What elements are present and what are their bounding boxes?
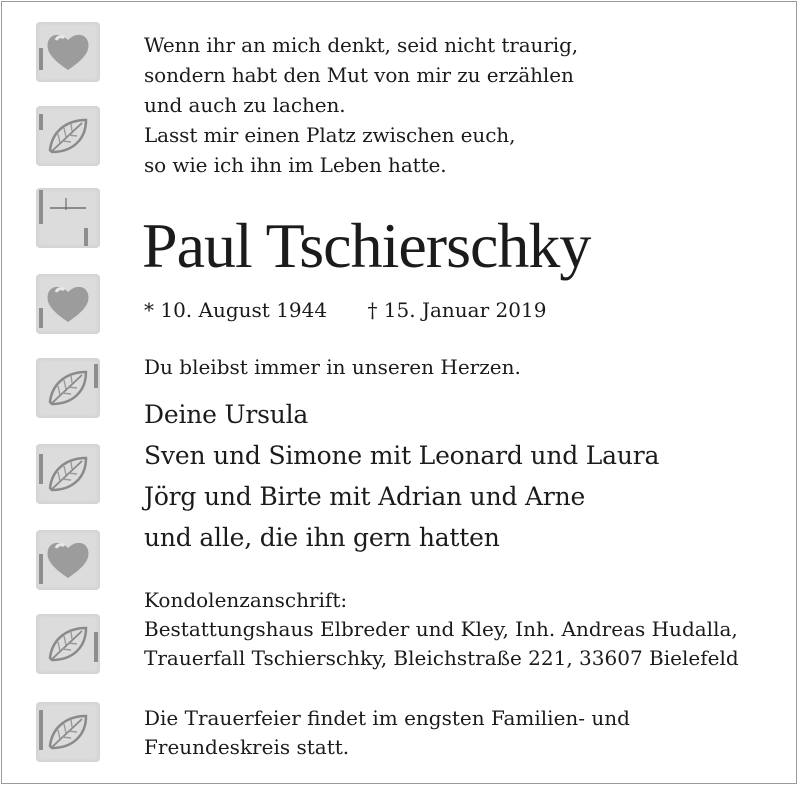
heart-icon: [36, 530, 100, 590]
leaf-icon: [36, 444, 100, 504]
condolence-line: Bestattungshaus Elbreder und Kley, Inh. Andreas Hudalla,: [144, 617, 738, 641]
mourner-line: und alle, die ihn gern hatten: [144, 523, 500, 552]
deceased-name: Paul Tschierschky: [142, 210, 591, 281]
leaf-tile: [36, 106, 100, 166]
funeral-line: Freundeskreis statt.: [144, 735, 350, 759]
death-date: † 15. Januar 2019: [367, 298, 547, 322]
leaf-icon: [36, 358, 100, 418]
leaf-icon: [36, 702, 100, 762]
condolence-address: [144, 586, 739, 673]
mourners-list: [144, 394, 659, 558]
heart-tile: [36, 274, 100, 334]
farewell-line: Du bleibst immer in unseren Herzen.: [144, 355, 521, 379]
poem-line: und auch zu lachen.: [144, 93, 346, 117]
poem-line: Wenn ihr an mich denkt, seid nicht traurig,: [144, 33, 579, 57]
leaf-tile: [36, 444, 100, 504]
mourner-line: Jörg und Birte mit Adrian und Arne: [144, 482, 586, 511]
leaf-tile: [36, 702, 100, 762]
cross-tile: [36, 188, 100, 248]
heart-icon: [36, 22, 100, 82]
life-dates: [144, 296, 546, 324]
leaf-icon: [36, 106, 100, 166]
funeral-line: Die Trauerfeier findet im engsten Familien- und: [144, 706, 630, 730]
poem-line: so wie ich ihn im Leben hatte.: [144, 153, 447, 177]
poem-line: Lasst mir einen Platz zwischen euch,: [144, 123, 516, 147]
cross-icon: [36, 188, 100, 248]
mourner-line: Sven und Simone mit Leonard und Laura: [144, 441, 660, 470]
leaf-icon: [36, 614, 100, 674]
heart-icon: [36, 274, 100, 334]
heart-tile: [36, 530, 100, 590]
leaf-tile: [36, 614, 100, 674]
birth-date: * 10. August 1944: [144, 298, 328, 322]
poem: [144, 30, 784, 180]
funeral-note: [144, 704, 630, 762]
poem-line: sondern habt den Mut von mir zu erzählen: [144, 63, 574, 87]
condolence-line: Trauerfall Tschierschky, Bleichstraße 221, 33607 Bielefeld: [144, 646, 739, 670]
mourner-line: Deine Ursula: [144, 400, 309, 429]
condolence-heading: Kondolenzanschrift:: [144, 588, 348, 612]
leaf-tile: [36, 358, 100, 418]
heart-tile: [36, 22, 100, 82]
